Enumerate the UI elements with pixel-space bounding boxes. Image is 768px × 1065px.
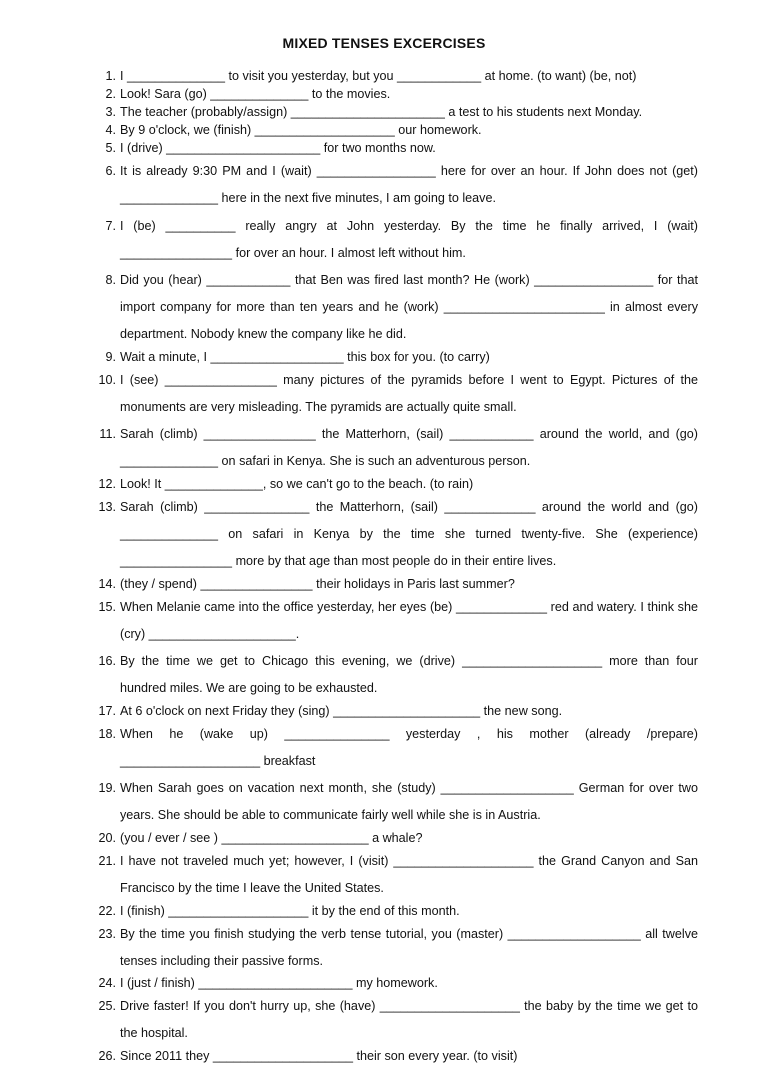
- exercise-number: 13.: [98, 499, 116, 514]
- exercise-text: When Sarah goes on vacation next month, she (study) ___________________ German for over two years. She should be able to communicate fairly well while she is in Austria.: [120, 781, 698, 823]
- exercise-number: 19.: [98, 781, 116, 796]
- exercise-item: [94, 594, 698, 648]
- exercise-number: 10.: [98, 372, 116, 387]
- exercise-item: [94, 213, 698, 267]
- exercise-number: 18.: [98, 726, 116, 741]
- exercise-text: Did you (hear) ____________ that Ben was fired last month? He (work) _________________ for that import company for more than ten years and he (work) _______________________ in almost every department. Nobody knew the company like he did.: [120, 273, 698, 342]
- exercise-number: 4.: [105, 123, 116, 137]
- exercise-item: [94, 104, 698, 121]
- exercise-number: 14.: [98, 576, 116, 591]
- exercise-number: 16.: [98, 654, 116, 669]
- exercise-text: I (finish) ____________________ it by the end of this month.: [120, 903, 460, 918]
- exercise-item: [94, 830, 698, 847]
- exercise-number: 1.: [105, 69, 116, 83]
- exercise-text: At 6 o'clock on next Friday they (sing) _____________________ the new song.: [120, 703, 563, 718]
- exercise-item: [94, 1048, 698, 1065]
- exercise-text: Sarah (climb) _______________ the Matterhorn, (sail) _____________ around the world and (go) ______________ on safari in Kenya by the time she turned twenty-five. She (experience) ________________ more by that age than most people do in their entire lives.: [120, 499, 698, 568]
- exercise-item: [94, 921, 698, 975]
- exercise-text: By 9 o'clock, we (finish) ____________________ our homework.: [120, 123, 482, 137]
- exercise-text: By the time we get to Chicago this evening, we (drive) ____________________ more than four hundred miles. We are going to be exhausted.: [120, 654, 698, 696]
- exercise-text: Wait a minute, I ___________________ this box for you. (to carry): [120, 349, 490, 364]
- exercise-item: [94, 703, 698, 720]
- exercise-number: 26.: [98, 1048, 116, 1063]
- exercise-item: [94, 68, 698, 85]
- exercise-item: [94, 421, 698, 475]
- exercise-item: [94, 975, 698, 992]
- exercise-item: [94, 86, 698, 103]
- exercise-number: 24.: [98, 976, 116, 991]
- exercise-item: [94, 848, 698, 902]
- exercise-text: Look! Sara (go) ______________ to the movies.: [120, 87, 391, 101]
- exercise-item: [94, 648, 698, 702]
- exercise-item: [94, 267, 698, 348]
- exercise-text: When Melanie came into the office yesterday, her eyes (be) _____________ red and watery. I think she (cry) _____________________.: [120, 599, 698, 641]
- exercise-number: 8.: [105, 273, 116, 288]
- exercise-number: 12.: [98, 476, 116, 491]
- exercise-number: 7.: [105, 218, 116, 233]
- exercise-item: [94, 903, 698, 920]
- worksheet-title: MIXED TENSES EXCERCISES: [282, 35, 486, 51]
- exercise-number: 22.: [98, 903, 116, 918]
- exercise-list: [94, 68, 698, 1065]
- exercise-text: Sarah (climb) ________________ the Matterhorn, (sail) ____________ around the world, and (go) ______________ on safari in Kenya. She is such an adventurous person.: [120, 427, 698, 469]
- exercise-item: [94, 158, 698, 212]
- exercise-text: Look! It ______________, so we can't go to the beach. (to rain): [120, 476, 474, 491]
- exercise-text: By the time you finish studying the verb tense tutorial, you (master) ___________________ all twelve tenses including their passive forms.: [120, 926, 698, 968]
- exercise-number: 23.: [98, 926, 116, 941]
- exercise-number: 15.: [98, 599, 116, 614]
- exercise-text: (you / ever / see ) _____________________ a whale?: [120, 830, 423, 845]
- exercise-item: [94, 993, 698, 1047]
- exercise-number: 17.: [98, 703, 116, 718]
- exercise-item: [94, 494, 698, 575]
- exercise-number: 5.: [105, 141, 116, 155]
- exercise-text: When he (wake up) _______________ yesterday , his mother (already /prepare) ____________________ breakfast: [120, 726, 698, 768]
- exercise-text: I (just / finish) ______________________ my homework.: [120, 976, 438, 991]
- exercise-number: 20.: [98, 830, 116, 845]
- exercise-item: [94, 775, 698, 829]
- exercise-text: I have not traveled much yet; however, I (visit) ____________________ the Grand Canyon and San Francisco by the time I leave the United States.: [120, 853, 698, 895]
- exercise-item: [94, 721, 698, 775]
- exercise-text: I (drive) ______________________ for two months now.: [120, 141, 436, 155]
- exercise-item: [94, 476, 698, 493]
- exercise-text: I (see) ________________ many pictures of the pyramids before I went to Egypt. Pictures of the monuments are very misleading. The pyramids are actually quite small.: [120, 372, 698, 414]
- exercise-text: Drive faster! If you don't hurry up, she (have) ____________________ the baby by the time we get to the hospital.: [120, 999, 698, 1041]
- exercise-item: [94, 140, 698, 157]
- exercise-item: [94, 349, 698, 366]
- exercise-number: 6.: [105, 164, 116, 178]
- exercise-text: I ______________ to visit you yesterday, but you ____________ at home. (to want) (be, not): [120, 69, 637, 83]
- exercise-number: 2.: [105, 87, 116, 101]
- exercise-text: The teacher (probably/assign) ______________________ a test to his students next Monday.: [120, 105, 643, 119]
- exercise-item: [94, 576, 698, 593]
- exercise-number: 25.: [98, 999, 116, 1014]
- exercise-text: Since 2011 they ____________________ their son every year. (to visit): [120, 1048, 518, 1063]
- exercise-item: [94, 367, 698, 421]
- exercise-item: [94, 122, 698, 139]
- exercise-number: 9.: [105, 349, 116, 364]
- exercise-number: 11.: [99, 427, 116, 442]
- exercise-text: (they / spend) ________________ their holidays in Paris last summer?: [120, 576, 515, 591]
- exercise-number: 3.: [105, 105, 116, 119]
- exercise-text: I (be) __________ really angry at John yesterday. By the time he finally arrived, I (wait) ________________ for over an hour. I almost left without him.: [120, 218, 698, 260]
- exercise-number: 21.: [98, 853, 116, 868]
- exercise-text: It is already 9:30 PM and I (wait) _________________ here for over an hour. If John does not (get) ______________ here in the next five minutes, I am going to leave.: [120, 164, 698, 205]
